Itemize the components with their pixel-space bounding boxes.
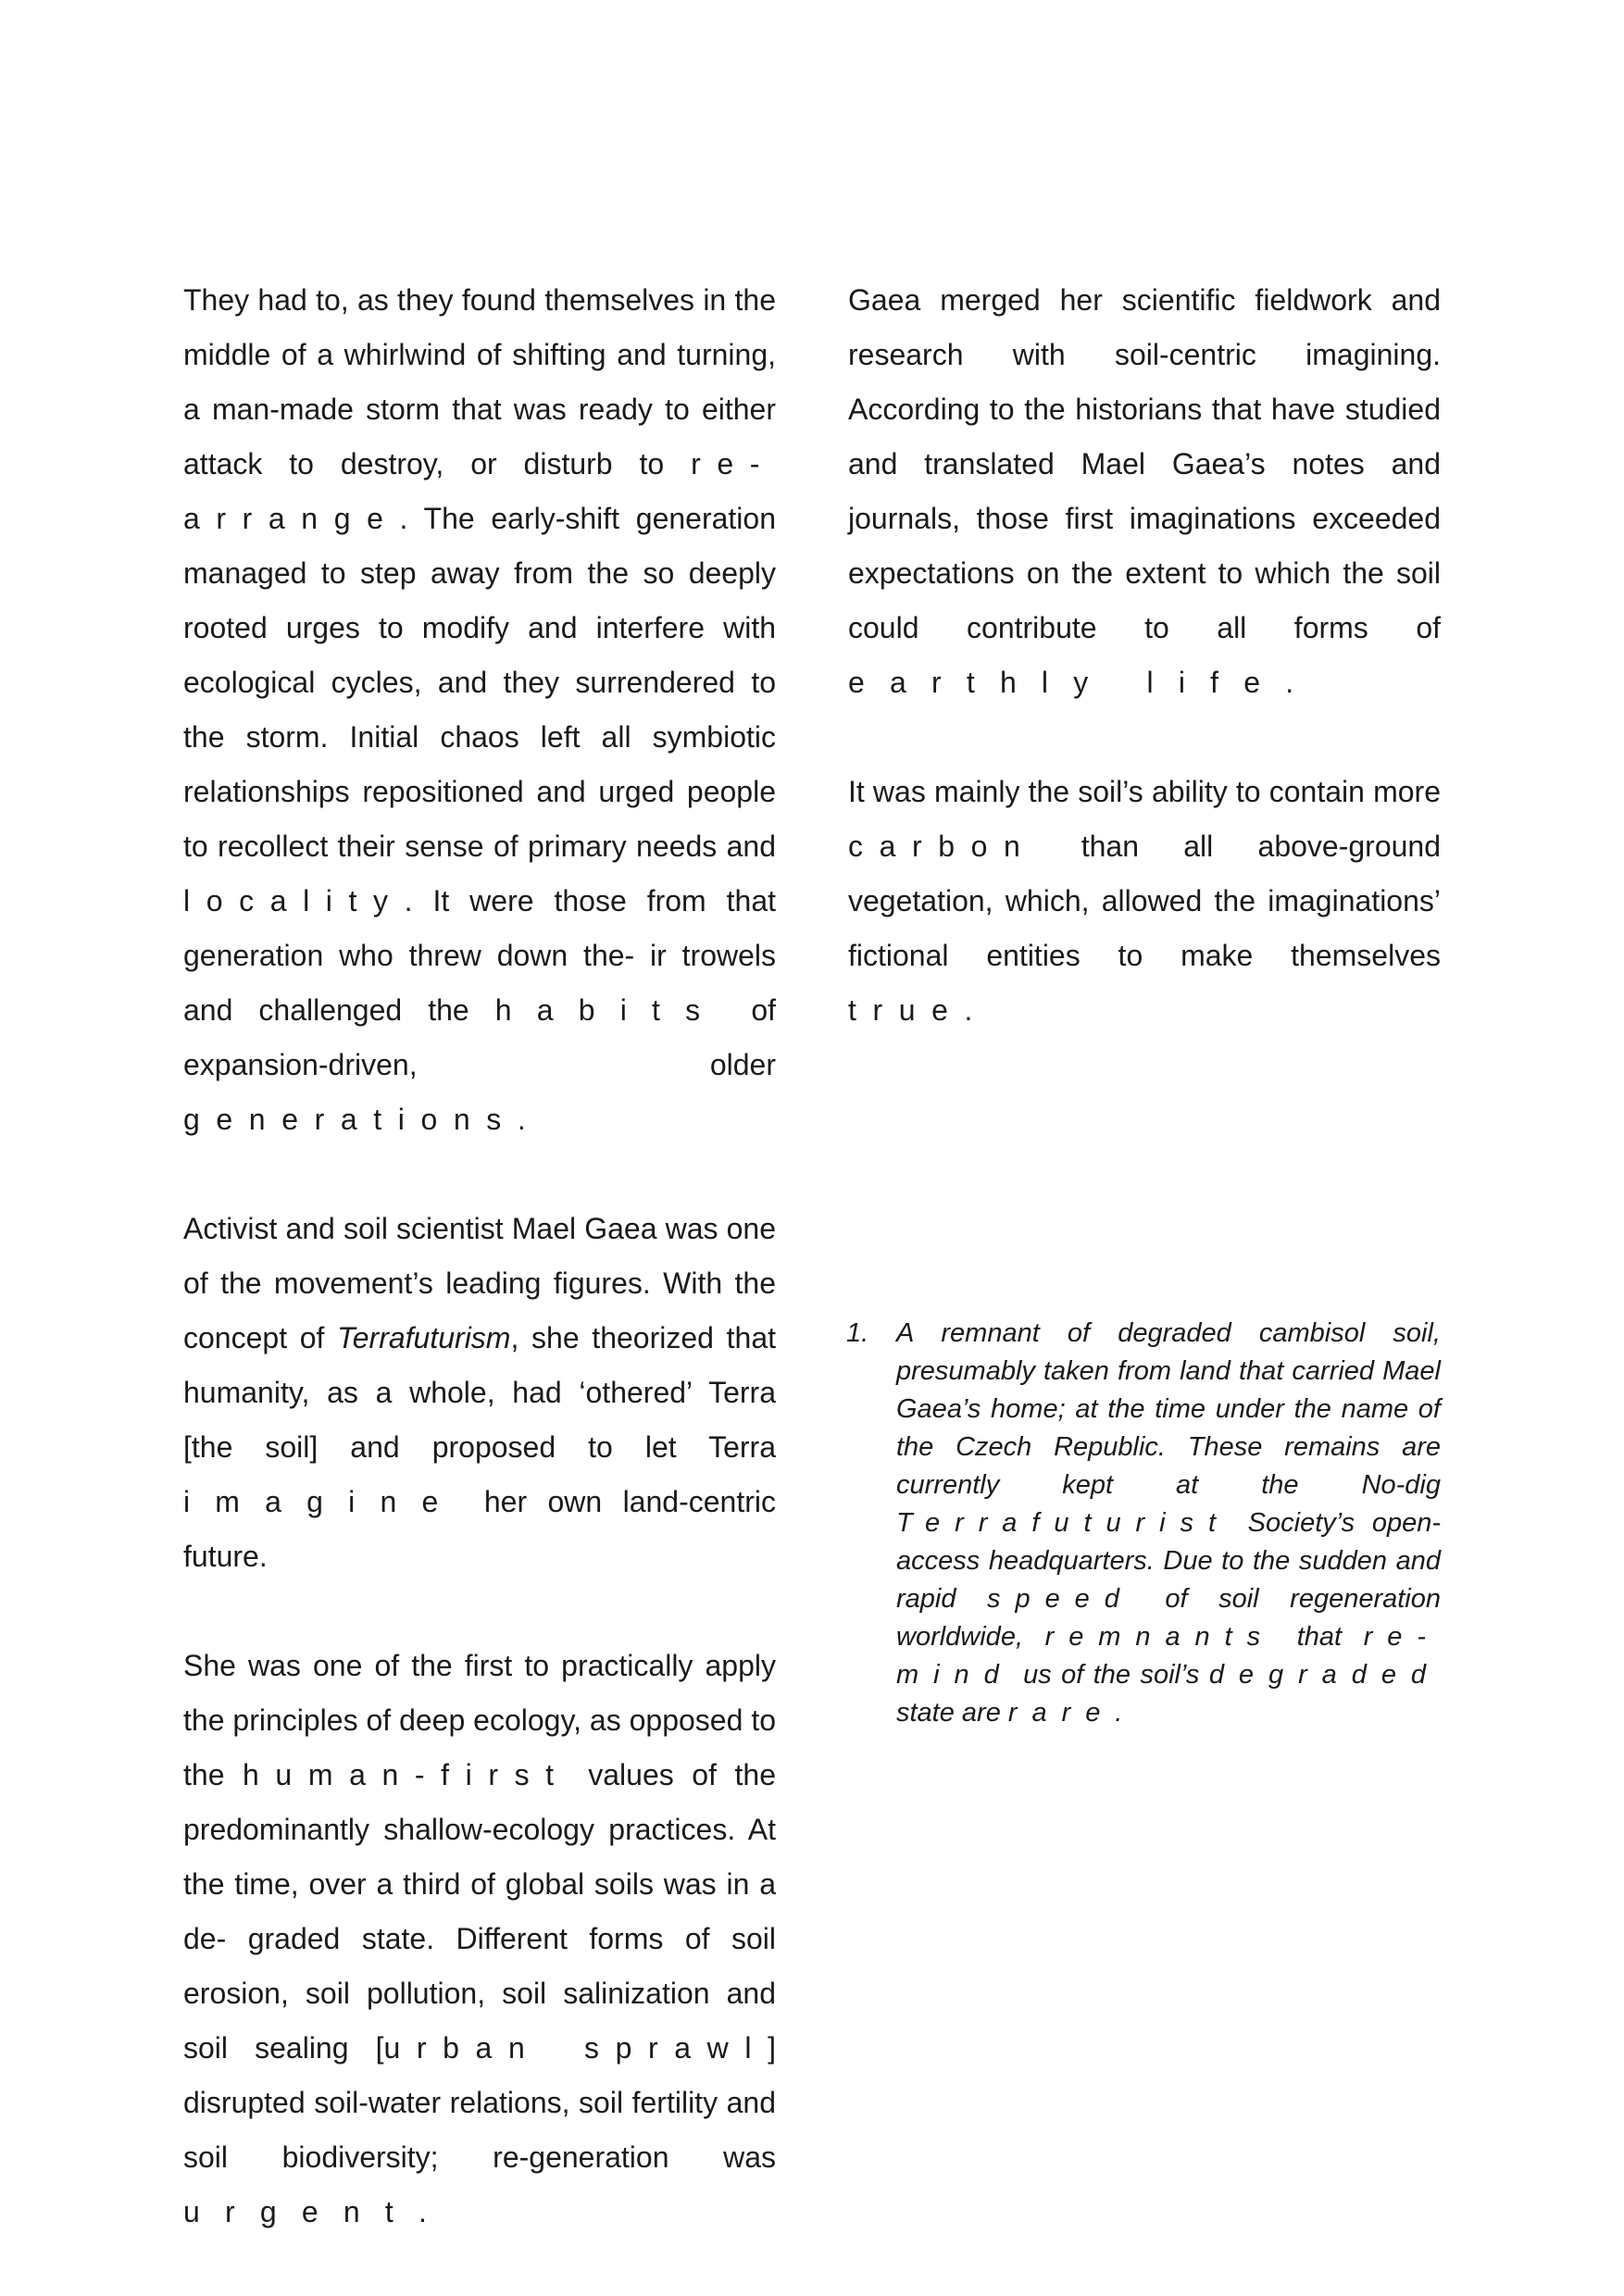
spaced-word: remnants	[1044, 1622, 1276, 1652]
text-run: .	[964, 993, 973, 1027]
footnote	[846, 1315, 1442, 1732]
text-run: Gaea merged her scientific fieldwork and research with soil-centric imagining. According to the historians that have studied and translated Mael Gaea’s notes and journals, those first imaginations exceeded expectations on the extent to which the soil could contribute to all forms of	[848, 283, 1441, 644]
spaced-word: re-arrange	[183, 447, 776, 535]
text-run: of expansion-driven, older	[183, 993, 777, 1081]
text-run: values of the predominantly shallow-ecology practices. At the time, over a third of global soils was in a de- graded state. Different forms of soil erosion, soil pollution, soil salinization and soil sealing [	[183, 1758, 776, 2065]
right-column	[848, 273, 1441, 1038]
text-run: . The early-shift generation managed to step away from the so deeply rooted urges to modify and interfere with ecological cycles, and they surrendered to the storm. Initial chaos left all symbiotic relationships repositioned and urged people to recollect their sense of primary needs and	[183, 502, 776, 863]
text-run: .	[1115, 1698, 1123, 1728]
paragraph-deep-ecology	[183, 1639, 776, 2240]
spaced-word: imagine	[183, 1485, 464, 1518]
spaced-word: earthly life	[848, 666, 1286, 699]
text-run: Activist and soil scientist Mael Gaea was one of the movement’s leading figures. With the concept of	[183, 1212, 776, 1354]
spaced-word: speed	[987, 1584, 1134, 1614]
spaced-word: Terrafuturist	[896, 1508, 1231, 1538]
italic-term: Terrafuturism	[337, 1321, 511, 1354]
paragraph-gap	[848, 710, 1441, 765]
paragraph-fieldwork	[848, 273, 1441, 710]
paragraph-carbon	[848, 765, 1441, 1038]
text-run: .	[418, 2195, 427, 2228]
text-run: .	[517, 1103, 526, 1136]
text-run: She was one of the first to practically apply the principles of deep ecology, as opposed to the	[183, 1649, 776, 1791]
spaced-word: generations	[183, 1103, 518, 1136]
spaced-word: habits	[494, 993, 726, 1027]
spaced-word: true	[848, 993, 965, 1027]
left-column	[183, 273, 776, 2240]
spaced-word: rare	[1007, 1698, 1116, 1728]
footnote-number: 1.	[846, 1318, 869, 1348]
paragraph-gap	[183, 1147, 776, 1202]
spaced-word: urban sprawl	[383, 2031, 768, 2065]
text-run: A remnant of degraded cambisol soil, presumably taken from land that carried Mael Gaea’s home; at the time under the name of the Czech Republic. These remains are currently kept at the No-dig	[896, 1318, 1441, 1500]
spaced-word: degraded	[1208, 1660, 1441, 1690]
spaced-word: human-first	[243, 1758, 570, 1791]
text-run: of soil regeneration worldwide,	[896, 1584, 1442, 1652]
paragraph-storm	[183, 273, 776, 1147]
text-run: state are	[896, 1698, 1008, 1728]
paragraph-gap	[183, 1584, 776, 1639]
spaced-word: re-mind	[896, 1622, 1441, 1690]
spaced-word: urgent	[183, 2195, 418, 2228]
text-run: , she theorized that humanity, as a whole, had ‘othered’ Terra [the soil] and proposed to let Terra	[183, 1321, 777, 1464]
text-run: .	[1285, 666, 1294, 699]
spaced-word: locality	[183, 884, 405, 917]
text-run: It was mainly the soil’s ability to contain more	[848, 775, 1441, 808]
text-run: Society’s open-access headquarters. Due to the sudden and rapid	[896, 1508, 1441, 1614]
text-run: us of the soil’s	[1013, 1660, 1209, 1690]
text-run: her own land-centric future.	[183, 1485, 776, 1573]
text-run: that	[1275, 1622, 1364, 1652]
text-run: than all above-ground vegetation, which, allowed the imaginations’ fictional entities to make themselves	[848, 830, 1441, 972]
spaced-word: carbon	[848, 830, 1037, 863]
paragraph-mael-gaea	[183, 1202, 776, 1584]
text-run: . It were those from that generation who threw down the- ir trowels and challenged the	[183, 884, 776, 1027]
text-run: ] disrupted soil-water relations, soil fertility and soil biodiversity; re-generation was	[183, 2031, 776, 2174]
text-run: They had to, as they found themselves in the middle of a whirlwind of shifting and turning, a man-made storm that was ready to either attack to destroy, or disturb to	[183, 283, 776, 480]
